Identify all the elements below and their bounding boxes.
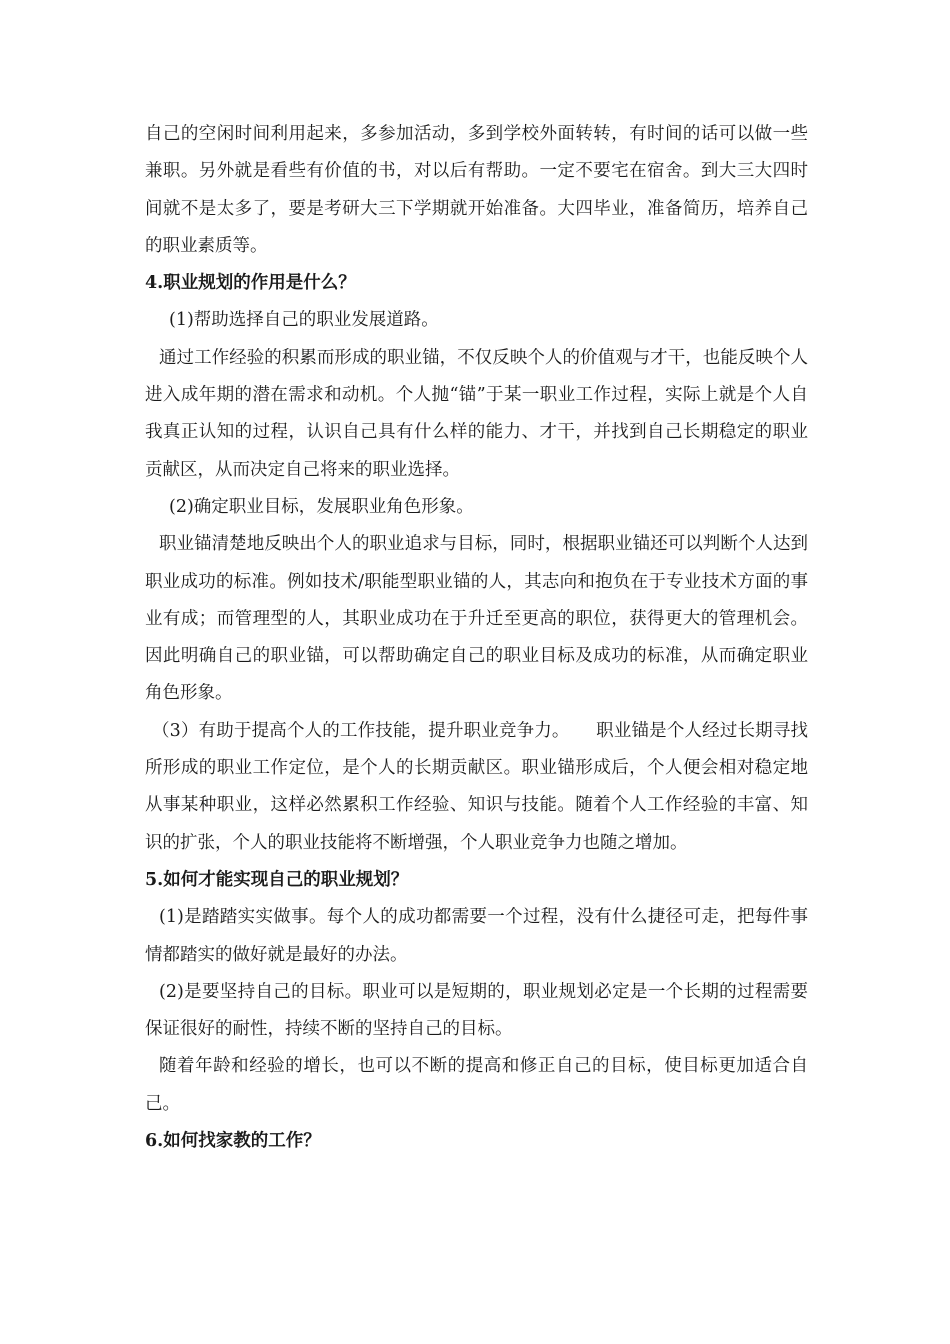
paragraph-5-point-1: (1)是踏踏实实做事。每个人的成功都需要一个过程，没有什么捷径可走，把每件事情都踏实的做好就是最好的办法。	[145, 907, 808, 965]
paragraph-4-point-1: (1)帮助选择自己的职业发展道路。	[169, 310, 439, 331]
paragraph-5-point-2: (2)是要坚持自己的目标。职业可以是短期的，职业规划必定是一个长期的过程需要保证很好的耐性，持续不断的坚持自己的目标。	[145, 981, 808, 1040]
section-heading-5: 5.如何才能实现自己的职业规划？	[145, 869, 409, 890]
paragraph-4-point-3: （3）有助于提高个人的工作技能，提升职业竞争力。 职业锚是个人经过长期寻找所形成的职业工作定位，是个人的长期贡献区。职业锚形成后，个人便会相对稳定地从事某种职业，这样必然累积工作经验、知识与技能。随着个人工作经验的丰富、知识的扩张，个人的职业技能将不断增强，个人职业竞争力也随之增加。	[145, 720, 808, 853]
section-heading-4: 4.职业规划的作用是什么？	[145, 273, 356, 294]
paragraph-4-point-1-body: 通过工作经验的积累而形成的职业锚，不仅反映个人的价值观与才干，也能反映个人进入成年期的潜在需求和动机。个人抛“锚”于某一职业工作过程，实际上就是个人自我真正认知的过程，认识自己具有什么样的能力、才干，并找到自己长期稳定的职业贡献区，从而决定自己将来的职业选择。	[145, 347, 808, 480]
paragraph-4-point-2-body: 职业锚清楚地反映出个人的职业追求与目标，同时，根据职业锚还可以判断个人达到职业成功的标准。例如技术/职能型职业锚的人，其志向和抱负在于专业技术方面的事业有成；而管理型的人，其职业成功在于升迁至更高的职位，获得更大的管理机会。因此明确自己的职业锚，可以帮助确定自己的职业目标及成功的标准，从而确定职业角色形象。	[145, 534, 808, 704]
document-body	[145, 116, 808, 1160]
paragraph-5-closing: 随着年龄和经验的增长，也可以不断的提高和修正自己的目标，使目标更加适合自己。	[145, 1056, 808, 1114]
paragraph-intro: 自己的空闲时间利用起来，多参加活动，多到学校外面转转，有时间的话可以做一些兼职。另外就是看些有价值的书，对以后有帮助。一定不要宅在宿舍。到大三大四时间就不是太多了，要是考研大三下学期就开始准备。大四毕业，准备简历，培养自己的职业素质等。	[145, 124, 808, 256]
section-heading-6: 6.如何找家教的工作？	[145, 1131, 321, 1152]
paragraph-4-point-2: (2)确定职业目标，发展职业角色形象。	[169, 496, 474, 517]
